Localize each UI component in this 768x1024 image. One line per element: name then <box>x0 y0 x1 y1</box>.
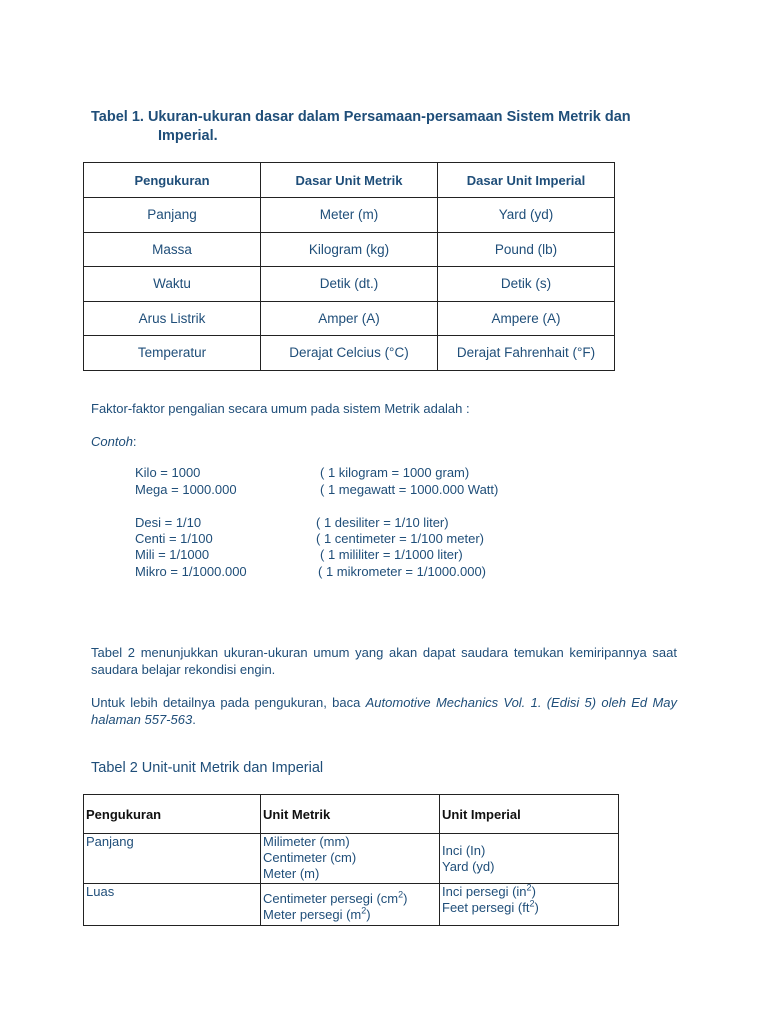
table1-cell: Derajat Fahrenhait (°F) <box>438 336 615 371</box>
table1-cell: Pound (lb) <box>438 232 615 267</box>
table1-row <box>84 232 615 267</box>
table1-cell: Derajat Celcius (°C) <box>261 336 438 371</box>
metric-unit <box>263 891 437 907</box>
prefix-kilo: Kilo = 1000 <box>135 465 201 480</box>
metric-unit <box>263 907 437 923</box>
example-desi: ( 1 desiliter = 1/10 liter) <box>316 515 449 530</box>
superscript: 2 <box>398 889 404 900</box>
paragraph-reference-prefix: Untuk lebih detailnya pada pengukuran, baca <box>91 695 366 710</box>
table2-header-row <box>84 795 619 834</box>
table2 <box>83 794 619 926</box>
factors-intro: Faktor-faktor pengalian secara umum pada sistem Metrik adalah : <box>91 401 470 416</box>
table1-cell: Arus Listrik <box>84 301 261 336</box>
table2-row <box>84 884 619 926</box>
table2-cell-measure: Luas <box>84 884 261 926</box>
table1-cell: Temperatur <box>84 336 261 371</box>
table2-header-cell: Unit Metrik <box>261 795 440 834</box>
paragraph-reference <box>91 695 677 728</box>
example-mikro: ( 1 mikrometer = 1/1000.000) <box>318 564 486 579</box>
table1-title-line1: Tabel 1. Ukuran-ukuran dasar dalam Persamaan-persamaan Sistem Metrik dan <box>91 109 631 125</box>
imperial-unit-base: Inci persegi (in <box>442 884 527 899</box>
prefix-mega: Mega = 1000.000 <box>135 482 237 497</box>
imperial-unit-end: ) <box>534 900 539 915</box>
table1-cell: Yard (yd) <box>438 198 615 233</box>
table1-cell: Ampere (A) <box>438 301 615 336</box>
metric-unit: Centimeter (cm) <box>263 850 357 865</box>
imperial-unit-base: Feet persegi (ft <box>442 900 530 915</box>
metric-unit-end: ) <box>403 891 408 906</box>
table1-row <box>84 336 615 371</box>
superscript: 2 <box>526 882 532 893</box>
table2-cell-measure: Panjang <box>84 834 261 884</box>
example-label <box>91 434 137 451</box>
example-kilo: ( 1 kilogram = 1000 gram) <box>320 465 470 480</box>
metric-unit-base: Meter persegi (m <box>263 907 362 922</box>
paragraph-reference-suffix: . <box>192 711 196 727</box>
table1-cell: Massa <box>84 232 261 267</box>
example-mili: ( 1 mililiter = 1/1000 liter) <box>320 547 463 562</box>
prefix-mili: Mili = 1/1000 <box>135 547 210 562</box>
imperial-unit <box>442 884 616 900</box>
reference-title: Automotive Mechanics Vol. 1. (Edisi 5) oleh Ed May halaman 557-563 <box>91 695 677 727</box>
imperial-unit <box>442 900 616 916</box>
imperial-unit: Inci (In) <box>442 842 486 858</box>
table1-cell: Detik (dt.) <box>261 267 438 302</box>
paragraph-table2-intro: Tabel 2 menunjukkan ukuran-ukuran umum yang akan dapat saudara temukan kemiripannya saat saudara belajar rekondisi engin. <box>91 645 677 677</box>
prefix-desi: Desi = 1/10 <box>135 515 202 530</box>
table2-cell-metric <box>261 834 440 884</box>
table1-cell: Detik (s) <box>438 267 615 302</box>
imperial-unit-end: ) <box>531 884 536 899</box>
table1-row <box>84 267 615 302</box>
table2-row <box>84 834 619 884</box>
metric-unit: Meter (m) <box>263 866 320 881</box>
table1-cell: Amper (A) <box>261 301 438 336</box>
metric-unit-end: ) <box>366 907 371 922</box>
table1-cell: Meter (m) <box>261 198 438 233</box>
table1-header-row <box>84 163 615 198</box>
table1-cell: Kilogram (kg) <box>261 232 438 267</box>
table1-row <box>84 301 615 336</box>
superscript: 2 <box>529 898 535 909</box>
table2-cell-imperial <box>440 884 619 926</box>
example-label-colon: : <box>132 434 137 449</box>
table1-row <box>84 198 615 233</box>
table2-title: Tabel 2 Unit-unit Metrik dan Imperial <box>91 760 324 776</box>
prefix-mikro: Mikro = 1/1000.000 <box>135 564 247 579</box>
table2-header-cell: Pengukuran <box>84 795 261 834</box>
example-centi: ( 1 centimeter = 1/100 meter) <box>316 531 484 546</box>
table1-title <box>91 108 691 146</box>
table2-cell-imperial <box>440 834 619 884</box>
superscript: 2 <box>361 905 367 916</box>
table1-title-line2: Imperial. <box>158 128 218 144</box>
example-mega: ( 1 megawatt = 1000.000 Watt) <box>320 482 499 497</box>
imperial-unit: Yard (yd) <box>442 858 495 874</box>
table1-header-cell: Dasar Unit Imperial <box>438 163 615 198</box>
table2-header-cell: Unit Imperial <box>440 795 619 834</box>
metric-unit: Milimeter (mm) <box>263 834 350 849</box>
table2-cell-metric <box>261 884 440 926</box>
table1-cell: Waktu <box>84 267 261 302</box>
metric-unit-base: Centimeter persegi (cm <box>263 891 399 906</box>
table1 <box>83 162 615 371</box>
example-label-text: Contoh <box>91 434 133 449</box>
table1-cell: Panjang <box>84 198 261 233</box>
prefix-centi: Centi = 1/100 <box>135 531 213 546</box>
table1-header-cell: Dasar Unit Metrik <box>261 163 438 198</box>
table1-header-cell: Pengukuran <box>84 163 261 198</box>
